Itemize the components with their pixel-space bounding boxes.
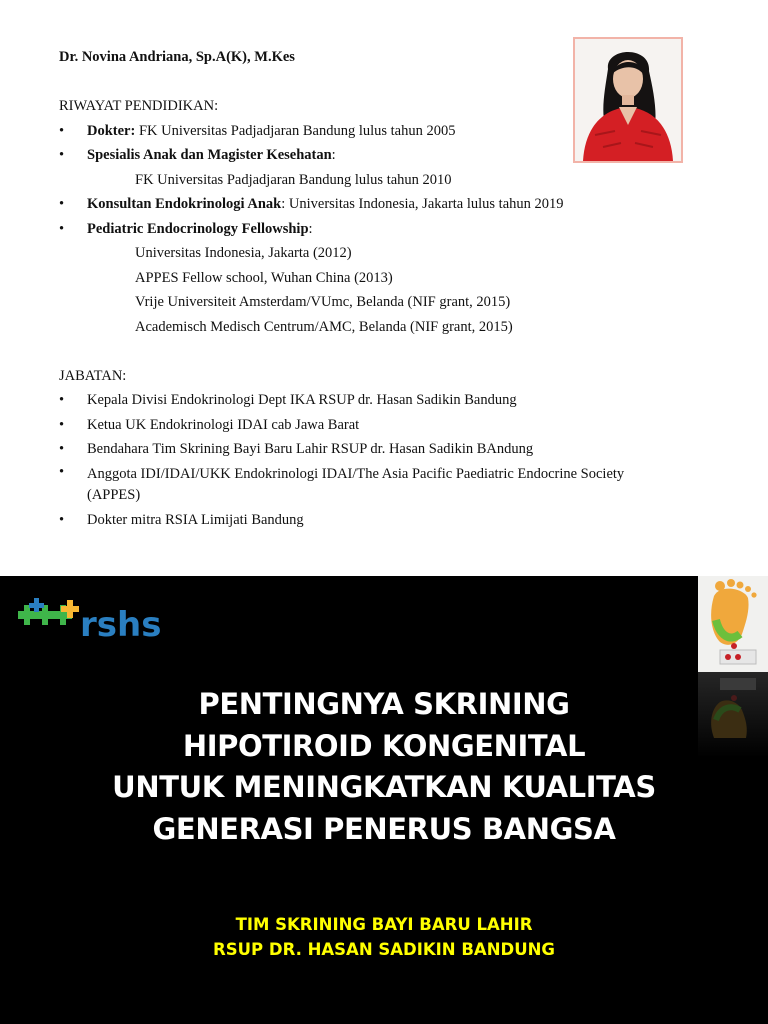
positions-heading: JABATAN: [59,367,127,384]
education-item: • Dokter: FK Universitas Padjadjaran Bandung lulus tahun 2005 [59,119,679,144]
position-item: • Ketua UK Endokrinologi IDAI cab Jawa Barat [59,413,679,438]
education-item: • Spesialis Anak dan Magister Kesehatan: [59,143,679,168]
education-heading: RIWAYAT PENDIDIKAN: [59,98,219,114]
position-item: • Bendahara Tim Skrining Bayi Baru Lahir RSUP dr. Hasan Sadikin BAndung [59,437,679,462]
rshs-logo-icon [18,588,188,648]
position-item: • Kepala Divisi Endokrinologi Dept IKA RSUP dr. Hasan Sadikin Bandung [59,388,679,413]
education-item-detail: FK Universitas Padjadjaran Bandung lulus tahun 2010 [135,171,452,188]
position-item: • Dokter mitra RSIA Limijati Bandung [59,508,679,533]
title-slide [0,576,768,1024]
position-item: • Anggota IDI/IDAI/UKK Endokrinologi IDAI/The Asia Pacific Paediatric Endocrine Society (APPES) [59,462,679,508]
education-item: • Pediatric Endocrinology Fellowship: [59,217,679,242]
title-line: PENTINGNYA SKRINING [198,687,570,721]
fellowship-item: Academisch Medisch Centrum/AMC, Belanda (NIF grant, 2015) [135,318,513,335]
portrait-photo [573,37,683,163]
title-line: HIPOTIROID KONGENITAL [182,728,586,763]
slide-title [0,684,768,850]
fellowship-item: Universitas Indonesia, Jakarta (2012) [135,245,352,261]
subtitle-line: RSUP DR. HASAN SADIKIN BANDUNG [213,940,555,959]
fellowship-item: Vrije Universiteit Amsterdam/VUmc, Belanda (NIF grant, 2015) [135,294,511,310]
logo-text: rshs [80,605,162,645]
subtitle-line: TIM SKRINING BAYI BARU LAHIR [235,915,533,934]
fellowship-item: APPES Fellow school, Wuhan China (2013) [135,269,393,286]
baby-foot-icon [698,576,768,672]
doctor-name: Dr. Novina Andriana, Sp.A(K), M.Kes [59,49,295,65]
education-item: • Konsultan Endokrinologi Anak: Universitas Indonesia, Jakarta lulus tahun 2019 [59,192,679,217]
slide-subtitle [0,912,768,962]
title-line: GENERASI PENERUS BANGSA [152,811,616,846]
title-line: UNTUK MENINGKATKAN KUALITAS [112,770,656,804]
